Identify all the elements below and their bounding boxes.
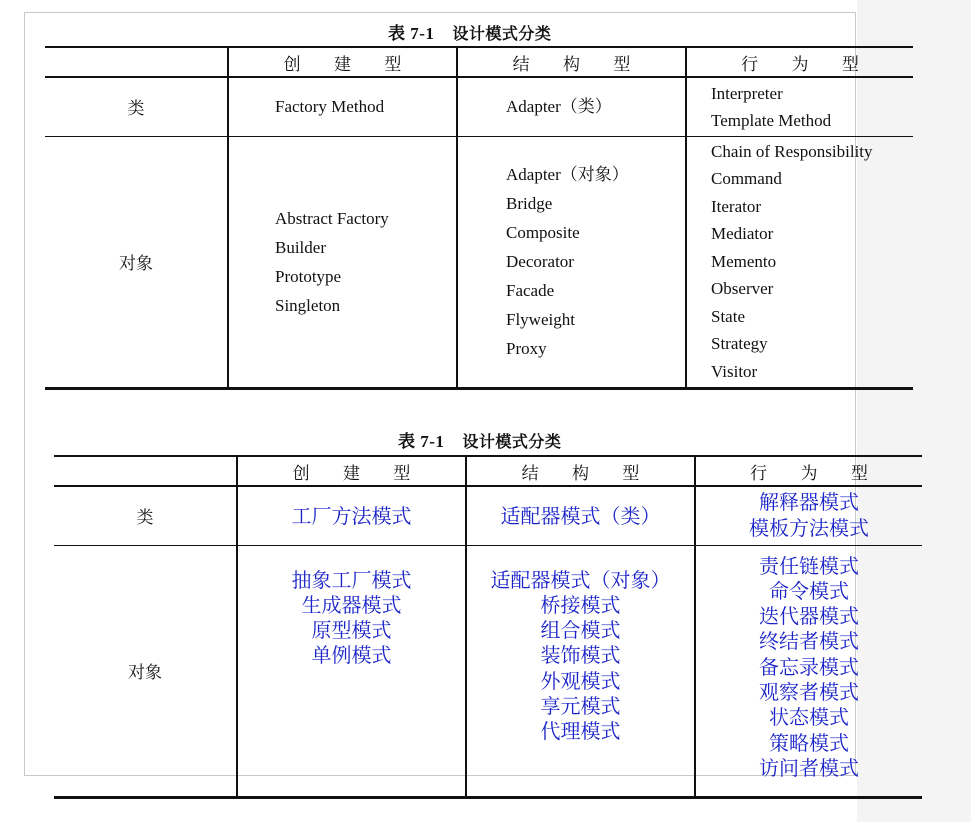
pattern-name: 终结者模式 [759, 629, 859, 654]
table2-cell [695, 545, 922, 797]
table1-row-label: 类 [45, 77, 228, 136]
table2-cell [237, 486, 466, 545]
table1-header-structural: 结 构 型 [457, 47, 686, 77]
table1-cell [457, 136, 686, 388]
table1-row-label: 对象 [45, 136, 228, 388]
table2-caption-title: 设计模式分类 [462, 432, 562, 451]
pattern-name: Adapter（类） [506, 97, 612, 117]
pattern-name: 模板方法模式 [749, 515, 869, 540]
table2-header-creational: 创 建 型 [237, 456, 466, 486]
table2-cell [466, 545, 695, 797]
pattern-name: 适配器模式（对象） [490, 567, 671, 592]
table1-caption-number: 表 7-1 [388, 24, 435, 43]
pattern-name: 原型模式 [311, 618, 392, 643]
table2-cell [466, 486, 695, 545]
pattern-name: 生成器模式 [301, 592, 402, 617]
pattern-name: Iterator [711, 196, 762, 216]
table1-cell [228, 136, 457, 388]
pattern-name: Prototype [275, 266, 342, 286]
pattern-name: Interpreter [711, 83, 783, 103]
pattern-name: 解释器模式 [759, 490, 859, 515]
pattern-name: Memento [711, 251, 777, 271]
pattern-name: 状态模式 [769, 705, 849, 730]
pattern-name: Mediator [711, 224, 774, 244]
table2-caption [398, 427, 561, 452]
pattern-name: Flyweight [506, 310, 575, 329]
pattern-name: Chain of Responsibility [711, 141, 873, 161]
pattern-name: State [711, 306, 745, 326]
pattern-name: 桥接模式 [540, 592, 621, 617]
pattern-name: 责任链模式 [759, 553, 859, 578]
pattern-name: Bridge [506, 194, 553, 213]
pattern-name: 访问者模式 [759, 755, 859, 780]
pattern-name: Proxy [506, 339, 547, 358]
pattern-name: Visitor [711, 361, 758, 381]
pattern-name: 策略模式 [769, 730, 849, 755]
pattern-name: 代理模式 [540, 719, 621, 744]
table1-header-blank [45, 47, 228, 77]
pattern-name: 备忘录模式 [759, 654, 859, 679]
table1-header-behavioral: 行 为 型 [686, 47, 913, 77]
pattern-name: 抽象工厂模式 [291, 567, 412, 592]
pattern-name: Composite [506, 223, 580, 242]
table2-cell [237, 545, 466, 797]
pattern-name: Command [711, 169, 782, 189]
table1-row-object [45, 136, 913, 388]
pattern-name: 工厂方法模式 [291, 503, 412, 528]
table2-header-behavioral: 行 为 型 [695, 456, 922, 486]
pattern-name: Singleton [275, 295, 341, 315]
pattern-name: 观察者模式 [759, 679, 859, 704]
pattern-name: 适配器模式（类） [500, 503, 661, 528]
table1-cell [457, 77, 686, 136]
pattern-name: Factory Method [275, 97, 385, 117]
table2-header-row [54, 456, 922, 486]
pattern-name: 组合模式 [540, 618, 621, 643]
pattern-name: 迭代器模式 [759, 604, 859, 629]
pattern-name: 享元模式 [540, 693, 621, 718]
table2-row-label: 对象 [54, 545, 237, 797]
table1-header-creational: 创 建 型 [228, 47, 457, 77]
pattern-name: 命令模式 [769, 578, 849, 603]
table1-caption [388, 19, 551, 44]
pattern-name: Observer [711, 279, 774, 299]
pattern-name: Builder [275, 237, 326, 257]
table2-row-label: 类 [54, 486, 237, 545]
table2-header-structural: 结 构 型 [466, 456, 695, 486]
table2-row-class [54, 486, 922, 545]
pattern-name: 外观模式 [540, 668, 621, 693]
pattern-name: 装饰模式 [540, 643, 621, 668]
table1-cell [686, 77, 913, 136]
pattern-name: Abstract Factory [275, 208, 389, 228]
pattern-name: Template Method [711, 110, 832, 130]
pattern-name: Facade [506, 281, 555, 300]
pattern-name: Adapter（对象） [506, 165, 629, 184]
table1-cell [228, 77, 457, 136]
pattern-name: Decorator [506, 252, 574, 271]
table2-header-blank [54, 456, 237, 486]
table2-caption-number: 表 7-1 [398, 432, 445, 451]
table1-caption-title: 设计模式分类 [452, 24, 552, 43]
pattern-name: 单例模式 [311, 643, 392, 668]
pattern-name: Strategy [711, 334, 768, 354]
table2 [54, 455, 922, 799]
table1-row-class [45, 77, 913, 136]
table1-cell [686, 136, 913, 388]
table1-header-row [45, 47, 913, 77]
table1 [45, 46, 913, 390]
table2-row-object [54, 545, 922, 797]
table2-cell [695, 486, 922, 545]
